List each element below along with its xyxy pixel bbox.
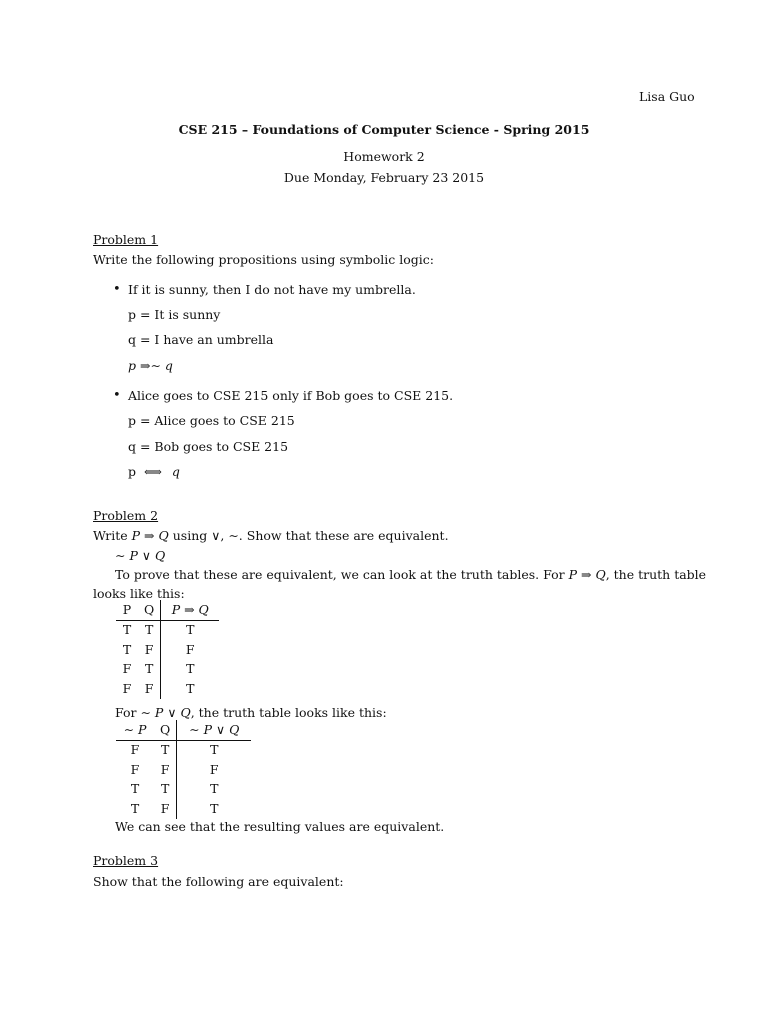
table-cell: F bbox=[130, 742, 140, 757]
table-cell: T bbox=[186, 661, 195, 676]
problem1-item1-q-def: q = I have an umbrella bbox=[128, 332, 274, 347]
table-cell: T bbox=[210, 800, 219, 816]
problem1-item2-formula bbox=[128, 466, 180, 479]
table-row bbox=[116, 760, 251, 780]
table-cell: T bbox=[130, 781, 140, 796]
due-date: Due Monday, February 23 2015 bbox=[283, 170, 485, 185]
table-header-row bbox=[116, 720, 251, 740]
table-cell: T bbox=[138, 620, 161, 640]
table-row bbox=[116, 679, 219, 699]
table-cell: T bbox=[154, 780, 177, 800]
table-header-cell: P bbox=[116, 600, 138, 620]
table-cell: F bbox=[138, 640, 161, 660]
problem2-expression: ∼ P ∨ Q bbox=[115, 548, 166, 563]
table-cell: F bbox=[130, 761, 140, 777]
problem2-conclusion: We can see that the resulting values are equivalent. bbox=[115, 819, 445, 834]
table-header-cell: ∼ P bbox=[116, 720, 154, 740]
table-cell: T bbox=[130, 800, 140, 816]
bullet-icon: • bbox=[113, 282, 121, 297]
problem1-item1-statement: If it is sunny, then I do not have my umbrella. bbox=[128, 282, 416, 297]
truth-table-disjunction bbox=[116, 720, 251, 819]
problem3-heading: Problem 3 bbox=[93, 853, 159, 868]
table-cell: F bbox=[122, 661, 132, 676]
table-cell: T bbox=[154, 740, 177, 760]
problem2-para-math: P ⇒ Q bbox=[568, 567, 606, 582]
table-cell: F bbox=[138, 679, 161, 699]
problem2-for-line bbox=[115, 707, 387, 720]
problem2-paragraph-cont: looks like this: bbox=[93, 586, 185, 601]
formula-p: p bbox=[128, 464, 137, 479]
problem2-line1-a: Write bbox=[93, 528, 128, 543]
formula-iff: ⟺ bbox=[144, 464, 162, 479]
table-cell: F bbox=[122, 680, 132, 696]
table-row bbox=[116, 620, 219, 640]
table-header-cell: Q bbox=[138, 600, 161, 620]
problem2-heading: Problem 2 bbox=[93, 508, 159, 523]
course-title: CSE 215 – Foundations of Computer Science - Spring 2015 bbox=[178, 122, 590, 137]
table-cell: F bbox=[154, 760, 177, 780]
problem2-paragraph bbox=[115, 569, 706, 582]
table-row bbox=[116, 660, 219, 680]
formula-q: q bbox=[171, 464, 180, 479]
problem2-for-a: For bbox=[115, 705, 137, 720]
problem2-line1-b: using ∨, ∼. Show that these are equivalent. bbox=[172, 528, 449, 543]
problem2-for-math: ∼ P ∨ Q bbox=[140, 705, 191, 720]
table-header-row bbox=[116, 600, 219, 620]
table-row bbox=[116, 799, 251, 819]
table-cell: T bbox=[186, 622, 195, 637]
table-header-cell: ∼ P ∨ Q bbox=[177, 720, 252, 740]
table-row bbox=[116, 640, 219, 660]
table-cell: T bbox=[210, 742, 219, 757]
problem2-para-a: To prove that these are equivalent, we can look at the truth tables. For bbox=[115, 567, 565, 582]
problem1-item2-q-def: q = Bob goes to CSE 215 bbox=[128, 439, 289, 454]
table-cell: T bbox=[122, 641, 132, 657]
problem1-intro: Write the following propositions using symbolic logic: bbox=[93, 252, 434, 267]
table-row bbox=[116, 740, 251, 760]
author-name: Lisa Guo bbox=[639, 89, 695, 104]
table-header-cell: P ⇒ Q bbox=[161, 600, 220, 620]
problem1-item2-statement: Alice goes to CSE 215 only if Bob goes to CSE 215. bbox=[128, 388, 454, 403]
table-cell: F bbox=[154, 799, 177, 819]
table-header-cell: Q bbox=[154, 720, 177, 740]
bullet-icon: • bbox=[113, 388, 121, 403]
problem2-para-b: , the truth table bbox=[605, 567, 707, 582]
problem1-heading: Problem 1 bbox=[93, 232, 159, 247]
table-cell: T bbox=[138, 660, 161, 680]
problem2-line1-math: P ⇒ Q bbox=[131, 528, 169, 543]
problem1-item1-p-def: p = It is sunny bbox=[128, 307, 221, 322]
table-cell: T bbox=[210, 781, 219, 796]
table-row bbox=[116, 780, 251, 800]
table-cell: F bbox=[209, 761, 219, 777]
truth-table-implication bbox=[116, 600, 219, 699]
problem2-line1 bbox=[93, 530, 449, 543]
table-cell: T bbox=[186, 680, 195, 696]
table-cell: F bbox=[185, 641, 195, 657]
problem1-item2-p-def: p = Alice goes to CSE 215 bbox=[128, 413, 295, 428]
problem1-item1-formula: p ⇒∼ q bbox=[128, 358, 173, 373]
homework-number: Homework 2 bbox=[343, 149, 425, 164]
problem2-for-b: , the truth table looks like this: bbox=[190, 705, 387, 720]
problem3-intro: Show that the following are equivalent: bbox=[93, 874, 344, 889]
table-cell: T bbox=[122, 622, 132, 637]
